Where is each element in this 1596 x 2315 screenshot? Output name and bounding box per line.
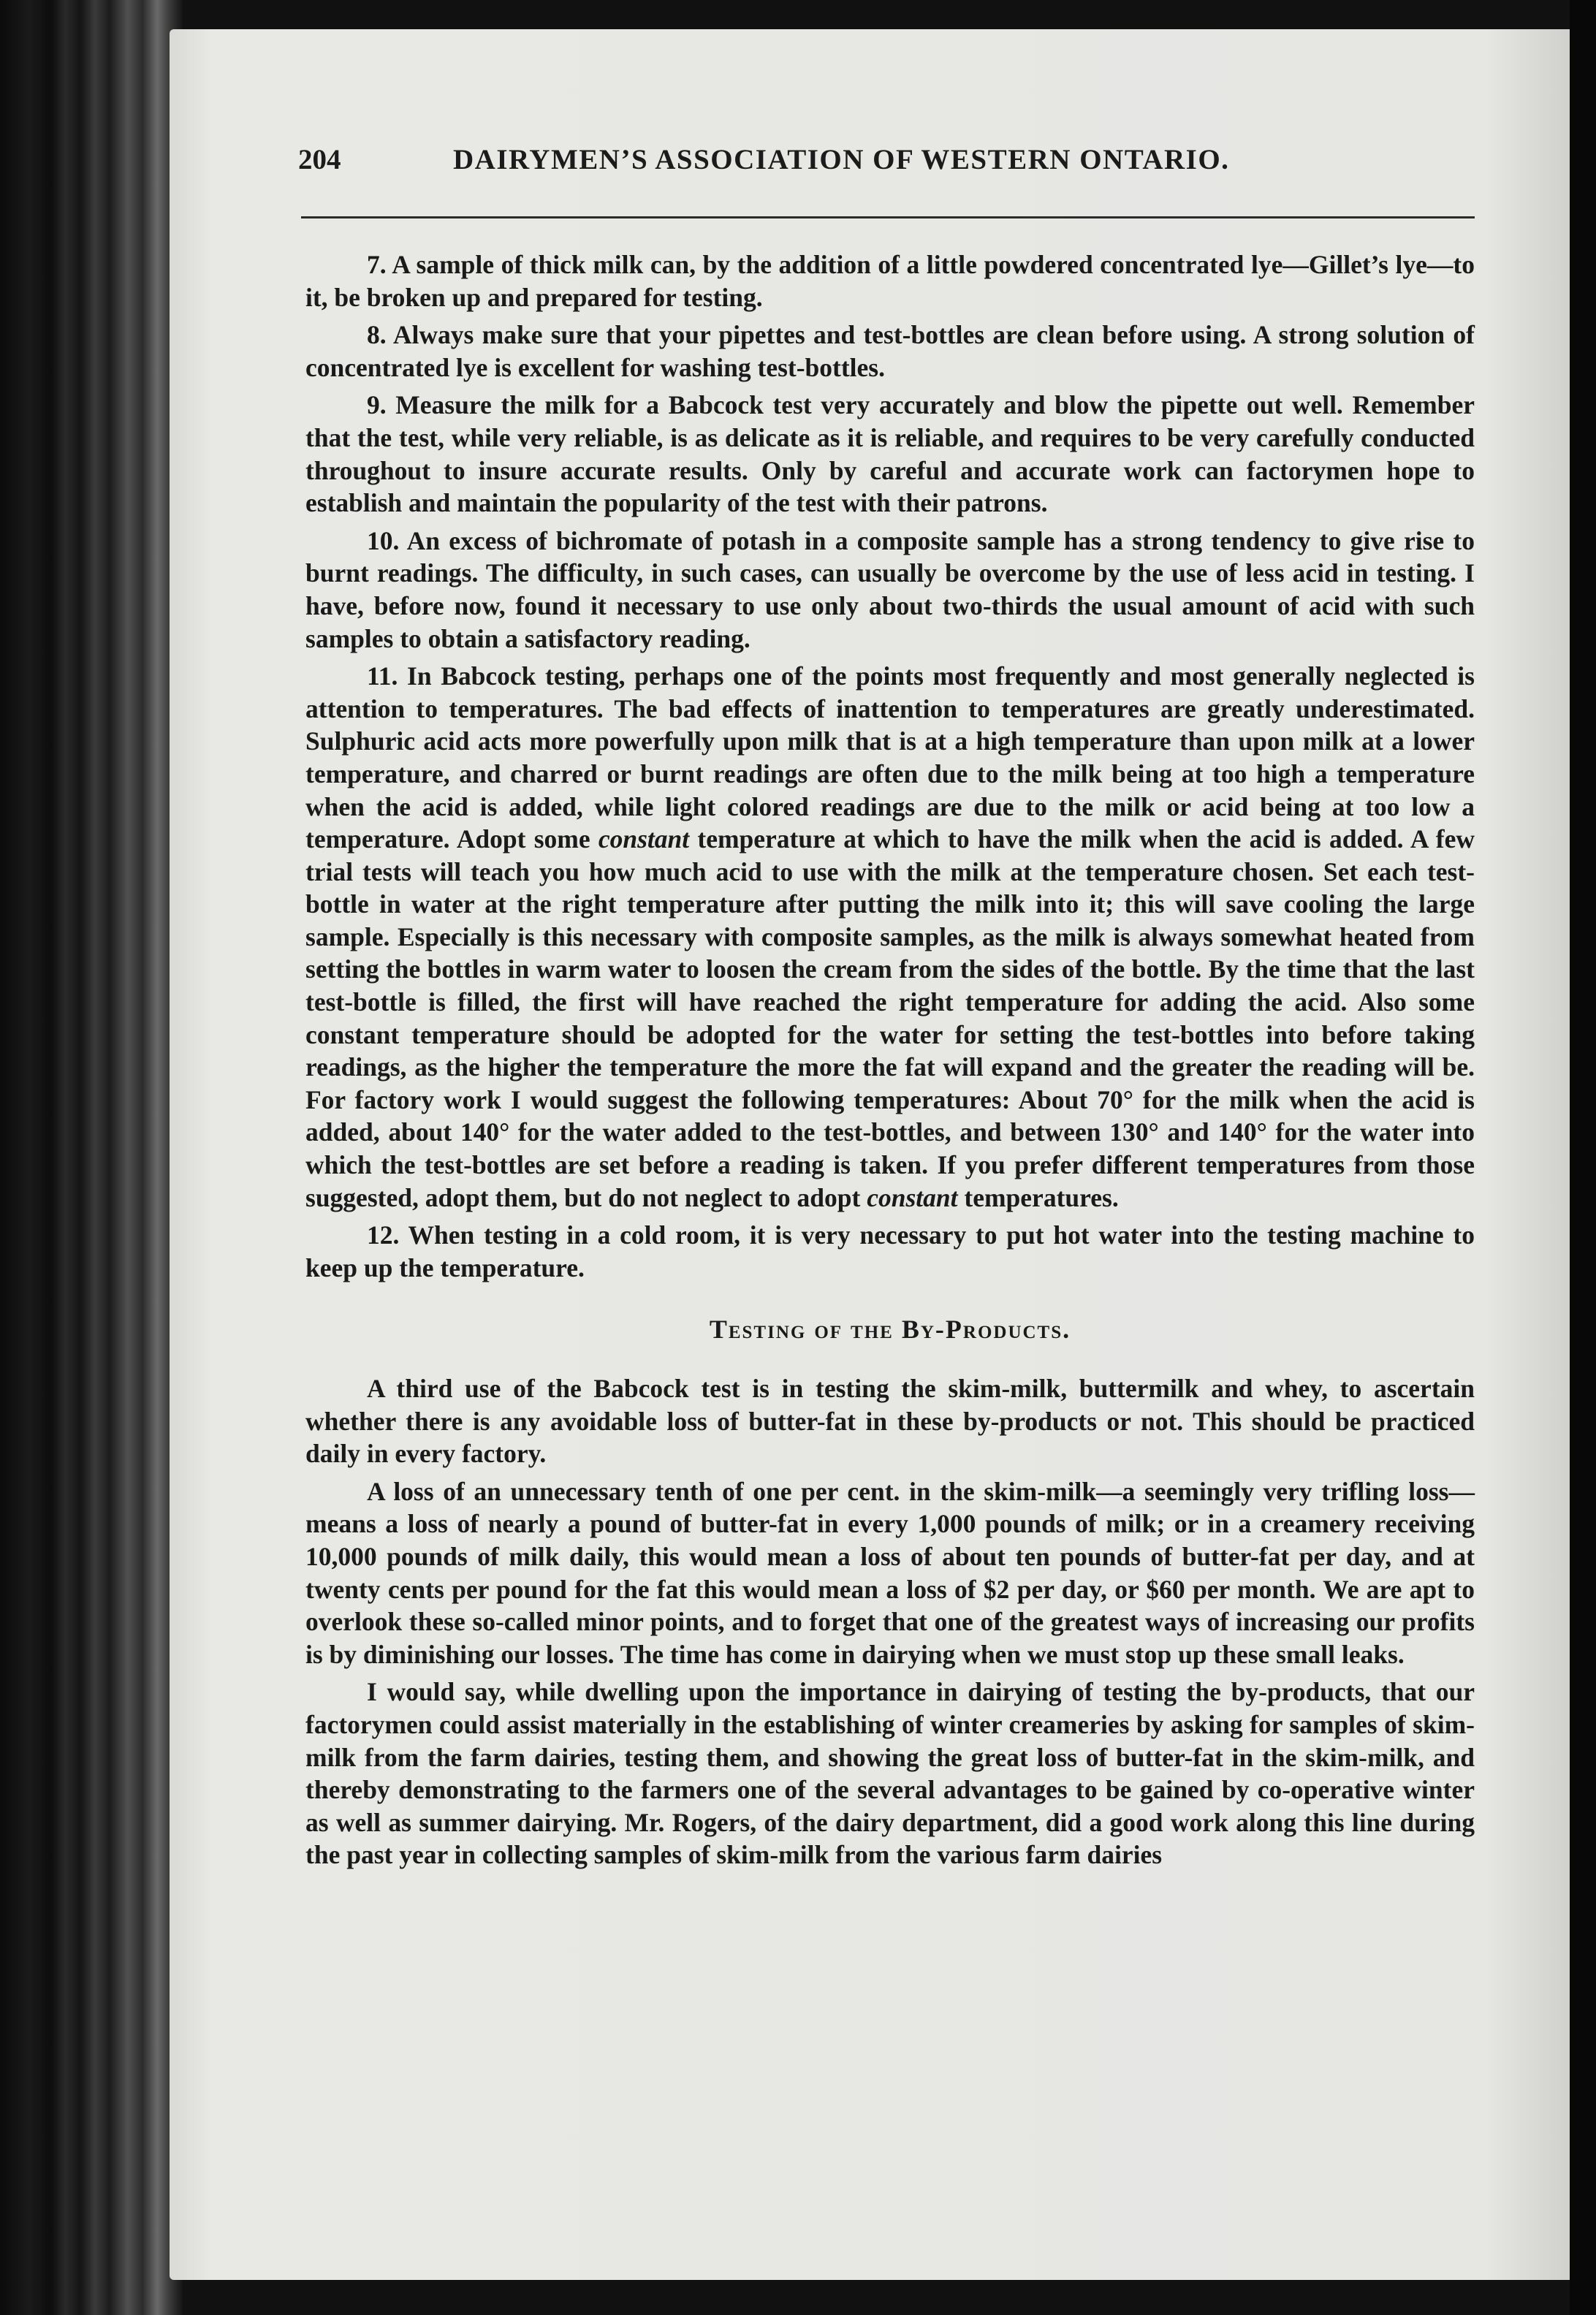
header-rule [301,216,1475,218]
scan-border [1570,0,1596,2315]
page-header [298,143,1478,187]
paragraph-7: 7. A sample of thick milk can, by the addition of a little powdered concentrated lye—Gillet’s lye—to it, be broken up and prepared for testing. [305,250,1475,312]
paragraph-11-part-b: temperature at which to have the milk when the acid is added. A few trial tests will teach you how much acid to use with the milk at the temperature chosen. Set each test-bottle in water at the right temperature after putting the milk into it; this will save cooling the large sample. Especially is this necessary with composite samples, as the milk is always somewhat heated from setting the bottles in warm water to loosen the cream from the sides of the bottle. By the time that the last test-bottle is filled, the first will have reached the right temperature for adding the acid. Also some constant temperature should be adopted for the water for setting the test-bottles into before taking readings, as the higher the temperature the more the fat will expand and the greater the reading will be. For factory work I would suggest the following temperatures: About 70° for the milk when the acid is added, about 140° for the water added to the test-bottles, and between 130° and 140° for the water into which the test-bottles are set before a reading is taken. If you prefer different temperatures from those suggested, adopt them, but do not neglect to adopt [305,824,1475,1212]
paragraph-11 [305,660,1475,1214]
paragraph-by-products-2: A loss of an unnecessary tenth of one per cent. in the skim-milk—a seemingly very trifling loss—means a loss of nearly a pound of butter-fat in every 1,000 pounds of milk; or in a creamery receiving 10,000 pounds of milk daily, this would mean a loss of about ten pounds of butter-fat per day, and at twenty cents per pound for the fat this would mean a loss of $2 per day, or $60 per month. We are apt to overlook these so-called minor points, and to forget that one of the greatest ways of increasing our profits is by diminishing our losses. The time has come in dairying when we must stop up these small leaks. [305,1476,1475,1669]
book-spine [0,0,183,2315]
paragraph-10: 10. An excess of bichromate of potash in a composite sample has a strong tendency to give rise to burnt readings. The difficulty, in such cases, can usually be overcome by the use of less acid in testing. I have, before now, found it necessary to use only about two-thirds the usual amount of acid with such samples to obtain a satisfactory reading. [305,525,1475,653]
paragraph-8: 8. Always make sure that your pipettes and test-bottles are clean before using. A strong solution of concentrated lye is excellent for washing test-bottles. [305,320,1475,382]
page-body [305,248,1475,1877]
running-head: DAIRYMEN’S ASSOCIATION OF WESTERN ONTARIO. [453,144,1230,175]
paragraph-11-part-c: temperatures. [957,1182,1119,1212]
paragraph-9: 9. Measure the milk for a Babcock test very accurately and blow the pipette out well. Remember that the test, while very reliable, is as delicate as it is reliable, and requires to be very carefully conducted throughout to insure accurate results. Only by careful and accurate work can factorymen hope to establish and maintain the popularity of the test with their patrons. [305,390,1475,518]
paragraph-12: 12. When testing in a cold room, it is very necessary to put hot water into the testing machine to keep up the temperature. [305,1220,1475,1282]
page-number: 204 [298,144,341,175]
paragraph-11-emphasis-1: constant [598,824,690,854]
paragraph-by-products-1: A third use of the Babcock test is in testing the skim-milk, buttermilk and whey, to ascertain whether there is any avoidable loss of butter-fat in these by-products or not. This should be practiced daily in every factory. [305,1374,1475,1469]
section-heading: Testing of the By-Products. [709,1315,1071,1345]
paragraph-11-emphasis-2: constant [867,1182,958,1212]
paragraph-by-products-3: I would say, while dwelling upon the importance in dairying of testing the by-products, that our factorymen could assist materially in the establishing of winter creameries by asking for samples of skim-milk from the farm dairies, testing them, and showing the great loss of butter-fat in the skim-milk, and thereby demonstrating to the farmers one of the several advantages to be gained by co-operative winter as well as summer dairying. Mr. Rogers, of the dairy department, did a good work along this line during the past year in collecting samples of skim-milk from the various farm dairies [305,1677,1475,1870]
paragraph-11-part-a: 11. In Babcock testing, perhaps one of the points most frequently and most generally neglected is attention to temperatures. The bad effects of inattention to temperatures are greatly underestimated. Sulphuric acid acts more powerfully upon milk that is at a high temperature than upon milk at a lower temperature, and charred or burnt readings are often due to the milk being at too high a temperature when the acid is added, while light colored readings are due to the milk or acid being at too low a temperature. Adopt some [305,661,1475,854]
